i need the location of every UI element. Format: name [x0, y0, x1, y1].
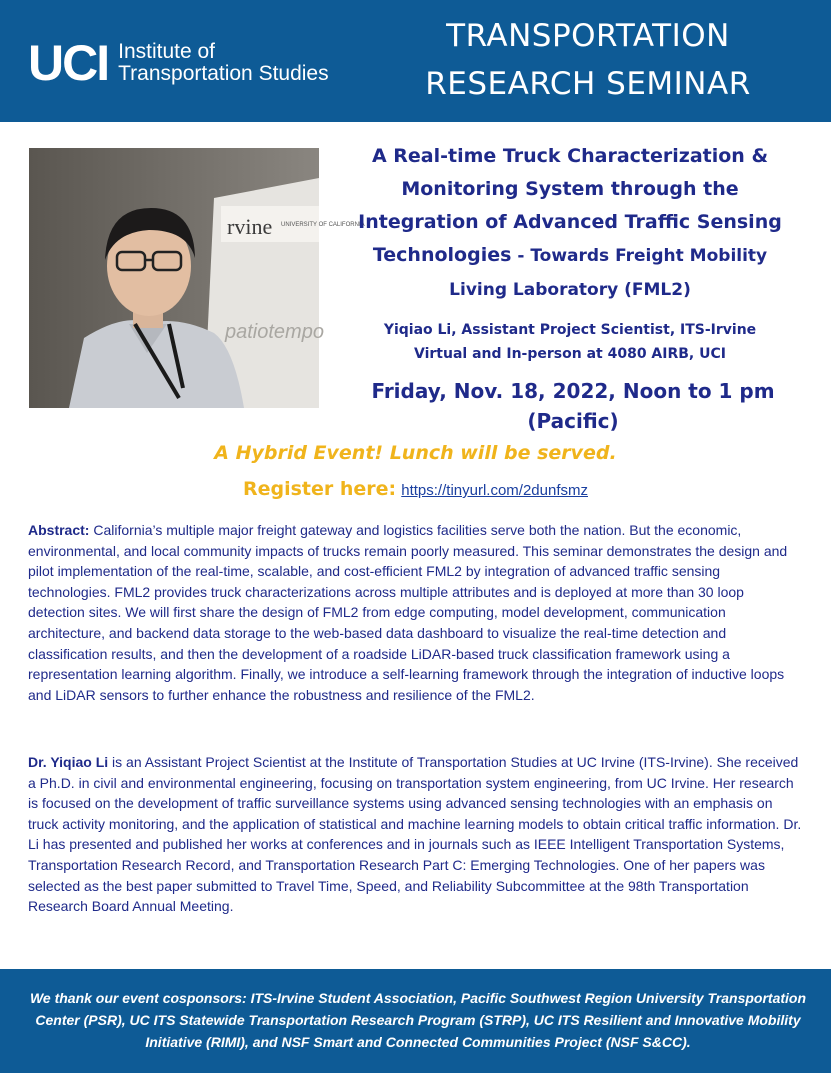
abstract-label: Abstract:	[28, 522, 90, 538]
speaker-photo-illustration	[29, 148, 365, 408]
talk-title	[340, 140, 800, 307]
abstract-text: California’s multiple major freight gateway and logistics facilities serve both the nation. But the economic, environmental, and local community impacts of trucks remain poorly measured. This seminar demonstrates the design and pilot implementation of the real-time, scalable, and cost-efficient FML2 by integration of advanced traffic sensing technologies. FML2 provides truck characterizations across multiple attributes and is deployed at more than 30 loop detection sites. We will first share the design of FML2 from edge computing, model development, communication architecture, and backend data storage to the web-based data dashboard to visualize the real-time detection and classification results, and then the development of a roadside LiDAR-based truck classification framework using a representation learning algorithm. Finally, we introduce a self-learning framework through the integration of inductive loops and LiDAR sensors to further enhance the robustness and resilience of the FML2.	[28, 522, 788, 703]
slide-text: patiotempo	[225, 321, 324, 343]
talk-title-line-3: Integration of Advanced Traffic Sensing	[358, 211, 782, 233]
talk-subtitle-line-5: Living Laboratory (FML2)	[449, 280, 691, 300]
talk-subtitle-line-4: - Towards Freight Mobility	[511, 246, 768, 266]
banner-text-2: UNIVERSITY OF CALIFORNIA	[281, 222, 365, 228]
seminar-title-line-2: RESEARCH SEMINAR	[425, 66, 751, 102]
logo-line-2: Transportation Studies	[118, 62, 329, 85]
register-line	[0, 474, 831, 506]
speaker-line-2: Virtual and In-person at 4080 AIRB, UCI	[414, 346, 726, 362]
logo-text	[118, 41, 329, 85]
speaker-photo	[29, 148, 365, 408]
seminar-title-line-1: TRANSPORTATION	[446, 18, 730, 54]
speaker-line-1: Yiqiao Li, Assistant Project Scientist, ITS-Irvine	[383, 322, 757, 338]
cosponsors-text: We thank our event cosponsors: ITS-Irvine Student Association, Pacific Southwest Region University Transportation Center (PSR), UC ITS Statewide Transportation Research Program (STRP), UC ITS Resilient and Innovative Mobility Initiative (RIMI), and NSF Smart and Connected Communities Project (NSF S&CC).	[29, 990, 807, 1050]
register-label: Register here:	[242, 478, 397, 500]
bio-paragraph	[28, 752, 804, 917]
uci-its-logo[interactable]	[28, 35, 329, 91]
bio-text: is an Assistant Project Scientist at the Institute of Transportation Studies at UC Irvine (ITS-Irvine). She received a Ph.D. in civil and environmental engineering, focusing on transportation system engineering, from UC Irvine. Her research is focused on the development of traffic surveillance systems using advanced sensing technologies with an emphasis on truck activity monitoring, and the application of statistical and machine learning models to obtain critical traffic information. Dr. Li has presented and published her works at conferences and in journals such as IEEE Intelligent Transportation Systems, Transportation Research Record, and Transportation Research Part C: Emerging Technologies. One of her papers was selected as the best paper submitted to Travel Time, Speed, and Reliability Subcommittee at the 98th Transportation Research Board Annual Meeting.	[28, 754, 802, 915]
abstract-paragraph	[28, 520, 804, 705]
seminar-title	[392, 12, 784, 108]
talk-title-line-2: Monitoring System through the	[401, 178, 739, 200]
speaker-info	[340, 318, 800, 366]
footer-banner	[0, 969, 831, 1073]
talk-title-line-4-main: Technologies	[372, 244, 512, 266]
hybrid-event-notice: A Hybrid Event! Lunch will be served.	[214, 442, 617, 464]
register-link[interactable]: https://tinyurl.com/2dunfsmz	[401, 482, 588, 499]
event-datetime: Friday, Nov. 18, 2022, Noon to 1 pm (Pacific)	[371, 379, 775, 433]
logo-mark: UCI	[28, 35, 109, 91]
header-banner	[0, 0, 831, 122]
banner-text-1: rvine	[227, 214, 273, 239]
bio-name: Dr. Yiqiao Li	[28, 754, 109, 770]
talk-title-line-1: A Real-time Truck Characterization &	[371, 145, 769, 167]
logo-line-1: Institute of	[118, 40, 215, 63]
